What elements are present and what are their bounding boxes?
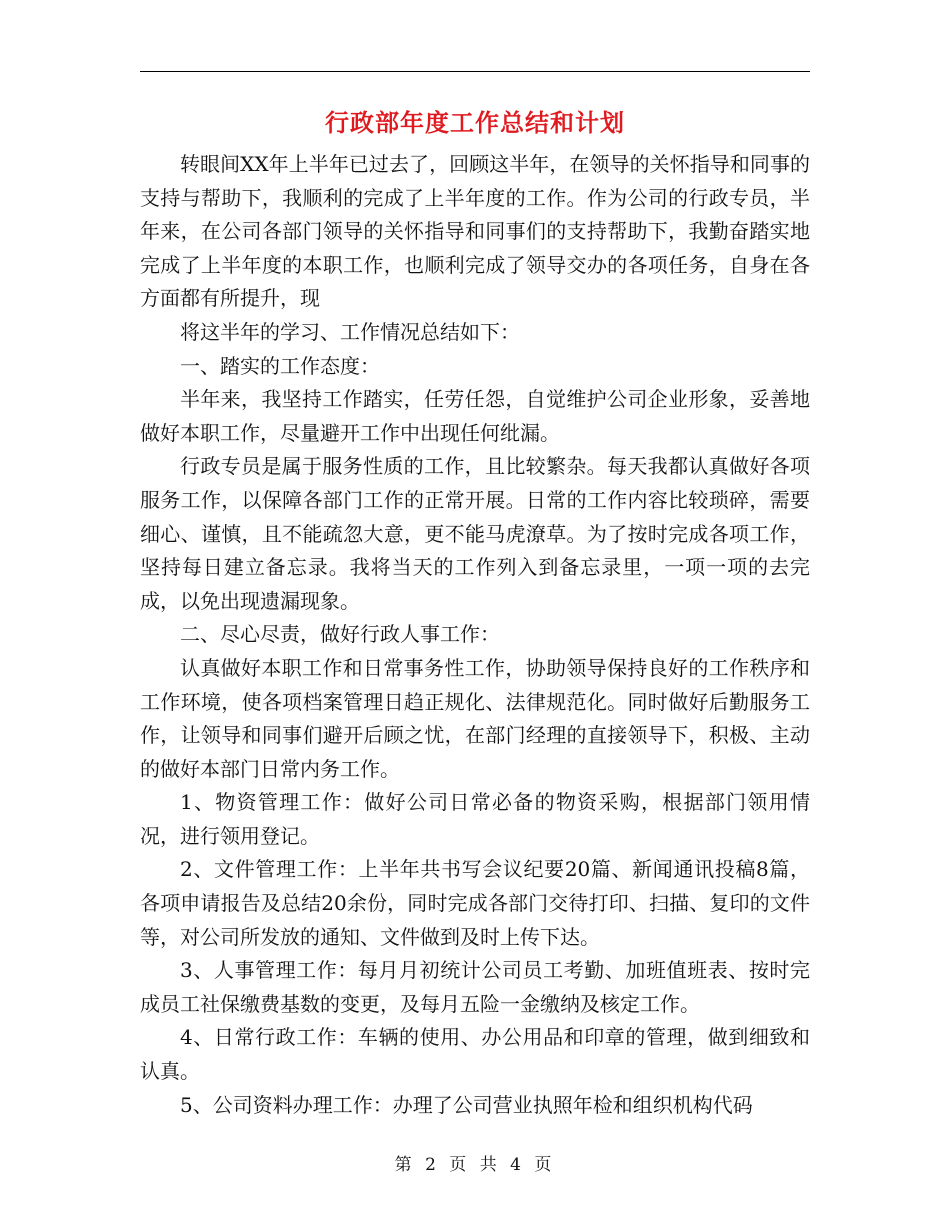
list-item-documents: 2、文件管理工作：上半年共书写会议纪要20篇、新闻通讯投稿8篇，各项申请报告及总结20余份，同时完成各部门交待打印、扫描、复印的文件等，对公司所发放的通知、文件做到及时上传下达。	[140, 857, 810, 949]
list-item-personnel: 3、人事管理工作：每月月初统计公司员工考勤、加班值班表、按时完成员工社保缴费基数的变更，及每月五险一金缴纳及核定工作。	[140, 958, 810, 1016]
header-rule	[140, 71, 810, 72]
document-title: 行政部年度工作总结和计划	[325, 108, 625, 137]
paragraph-admin: 认真做好本职工作和日常事务性工作，协助领导保持良好的工作秩序和工作环境，使各项档案管理日趋正规化、法律规范化。同时做好后勤服务工作，让领导和同事们避开后顾之忧，在部门经理的直接领导下，积极、主动的做好本部门日常内务工作。	[140, 655, 810, 781]
section-heading-admin: 二、尽心尽责，做好行政人事工作：	[180, 622, 500, 647]
list-item-daily-admin: 4、日常行政工作：车辆的使用、办公用品和印章的管理，做到细致和认真。	[140, 1025, 810, 1084]
paragraph-attitude: 半年来，我坚持工作踏实，任劳任怨，自觉维护公司企业形象，妥善地做好本职工作，尽量避开工作中出现任何纰漏。	[140, 387, 810, 445]
paragraph-service: 行政专员是属于服务性质的工作，且比较繁杂。每天我都认真做好各项服务工作，以保障各部门工作的正常开展。日常的工作内容比较琐碎，需要细心、谨慎，且不能疏忽大意，更不能马虎潦草。为了按时完成各项工作，坚持每日建立备忘录。我将当天的工作列入到备忘录里，一项一项的去完成，以免出现遗漏现象。	[140, 454, 810, 613]
list-item-company-records: 5、公司资料办理工作：办理了公司营业执照年检和组织机构代码	[180, 1092, 753, 1117]
document-body	[140, 148, 810, 1122]
paragraph-intro: 转眼间XX年上半年已过去了，回顾这半年，在领导的关怀指导和同事的支持与帮助下，我顺利的完成了上半年度的工作。作为公司的行政专员，半年来，在公司各部门领导的关怀指导和同事们的支持帮助下，我勤奋踏实地完成了上半年度的本职工作，也顺利完成了领导交办的各项任务，自身在各方面都有所提升，现	[140, 152, 810, 311]
list-item-materials: 1、物资管理工作：做好公司日常必备的物资采购，根据部门领用情况，进行领用登记。	[140, 790, 810, 848]
section-heading-attitude: 一、踏实的工作态度：	[180, 353, 380, 378]
page-number-footer: 第 2 页 共 4 页	[394, 1155, 556, 1175]
paragraph-summary-lead: 将这半年的学习、工作情况总结如下：	[180, 319, 520, 344]
